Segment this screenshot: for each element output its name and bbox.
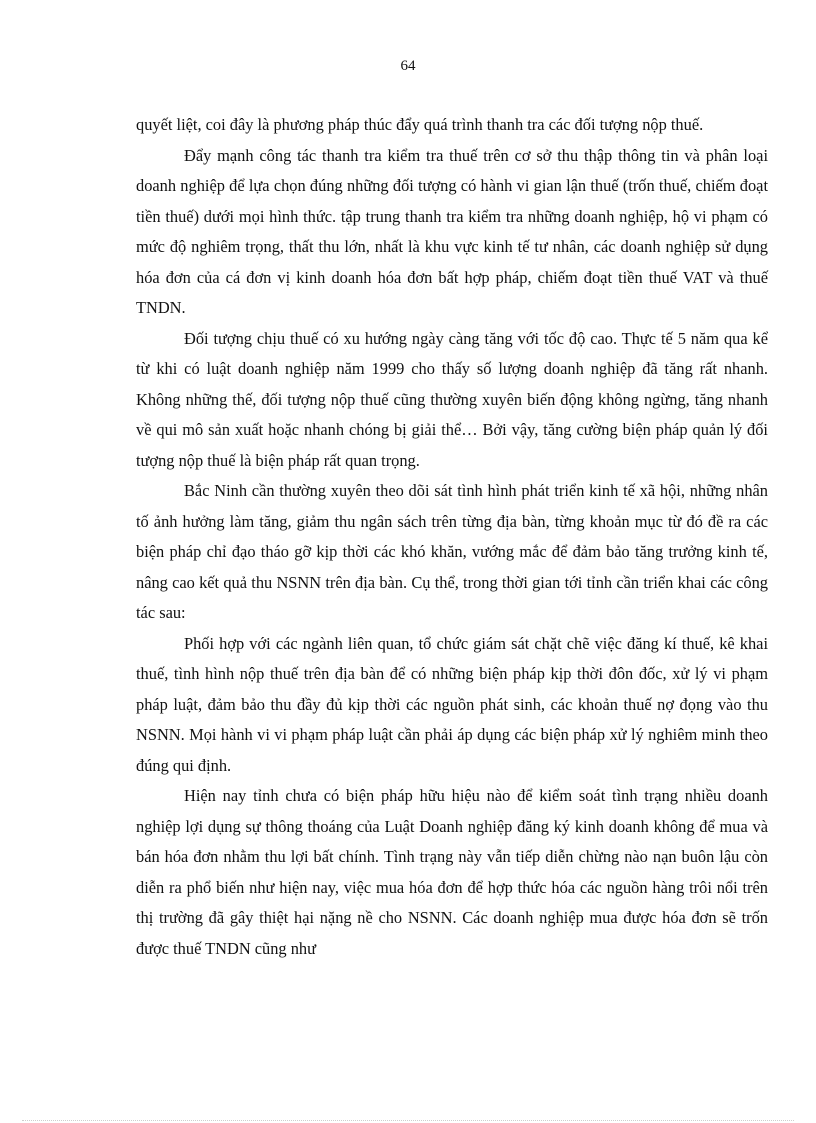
paragraph-5: Phối hợp với các ngành liên quan, tổ chức giám sát chặt chẽ việc đăng kí thuế, kê khai thuế, tình hình nộp thuế trên địa bàn để có những biện pháp kịp thời đôn đốc, xử lý vi phạm pháp luật, đảm bảo thu đầy đủ kịp thời các nguồn phát sinh, các khoản thuế nợ đọng vào thu NSNN. Mọi hành vi vi phạm pháp luật cần phải áp dụng các biện pháp xử lý nghiêm minh theo đúng qui định. [136, 633, 768, 775]
document-body [136, 110, 768, 964]
paragraph-2: Đẩy mạnh công tác thanh tra kiểm tra thuế trên cơ sở thu thập thông tin và phân loại doanh nghiệp để lựa chọn đúng những đối tượng có hành vi gian lận thuế (trốn thuế, chiếm đoạt tiền thuế) dưới mọi hình thức. tập trung thanh tra kiểm tra những doanh nghiệp, hộ vi phạm có mức độ nghiêm trọng, thất thu lớn, nhất là khu vực kinh tế tư nhân, các doanh nghiệp sử dụng hóa đơn của cá đơn vị kinh doanh hóa đơn bất hợp pháp, chiếm đoạt tiền thuế VAT và thuế TNDN. [136, 145, 768, 317]
paragraph-1: quyết liệt, coi đây là phương pháp thúc đẩy quá trình thanh tra các đối tượng nộp thuế. [136, 115, 704, 134]
page-number: 64 [400, 58, 416, 74]
page-bottom-divider [22, 1120, 794, 1121]
paragraph-6: Hiện nay tỉnh chưa có biện pháp hữu hiệu nào để kiểm soát tình trạng nhiều doanh nghiệp lợi dụng sự thông thoáng của Luật Doanh nghiệp đăng ký kinh doanh không để mua và bán hóa đơn nhằm thu lợi bất chính. Tình trạng này vẫn tiếp diễn chừng nào nạn buôn lậu còn diễn ra phổ biến như hiện nay, việc mua hóa đơn để hợp thức hóa các nguồn hàng trôi nổi trên thị trường đã gây thiệt hại nặng nề cho NSNN. Các doanh nghiệp mua được hóa đơn sẽ trốn được thuế TNDN cũng như [136, 786, 768, 958]
paragraph-4: Bắc Ninh cần thường xuyên theo dõi sát tình hình phát triển kinh tế xã hội, những nhân tố ảnh hưởng làm tăng, giảm thu ngân sách trên từng địa bàn, từng khoản mục từ đó đề ra các biện pháp chỉ đạo tháo gỡ kịp thời các khó khăn, vướng mắc để đảm bảo tăng trưởng kinh tế, nâng cao kết quả thu NSNN trên địa bàn. Cụ thể, trong thời gian tới tỉnh cần triển khai các công tác sau: [136, 481, 768, 622]
paragraph-3: Đối tượng chịu thuế có xu hướng ngày càng tăng với tốc độ cao. Thực tế 5 năm qua kể từ khi có luật doanh nghiệp năm 1999 cho thấy số lượng doanh nghiệp đã tăng rất nhanh. Không những thế, đối tượng nộp thuế cũng thường xuyên biến động không ngừng, tăng nhanh về qui mô sản xuất hoặc nhanh chóng bị giải thể… Bởi vậy, tăng cường biện pháp quản lý đối tượng nộp thuế là biện pháp rất quan trọng. [136, 328, 768, 470]
